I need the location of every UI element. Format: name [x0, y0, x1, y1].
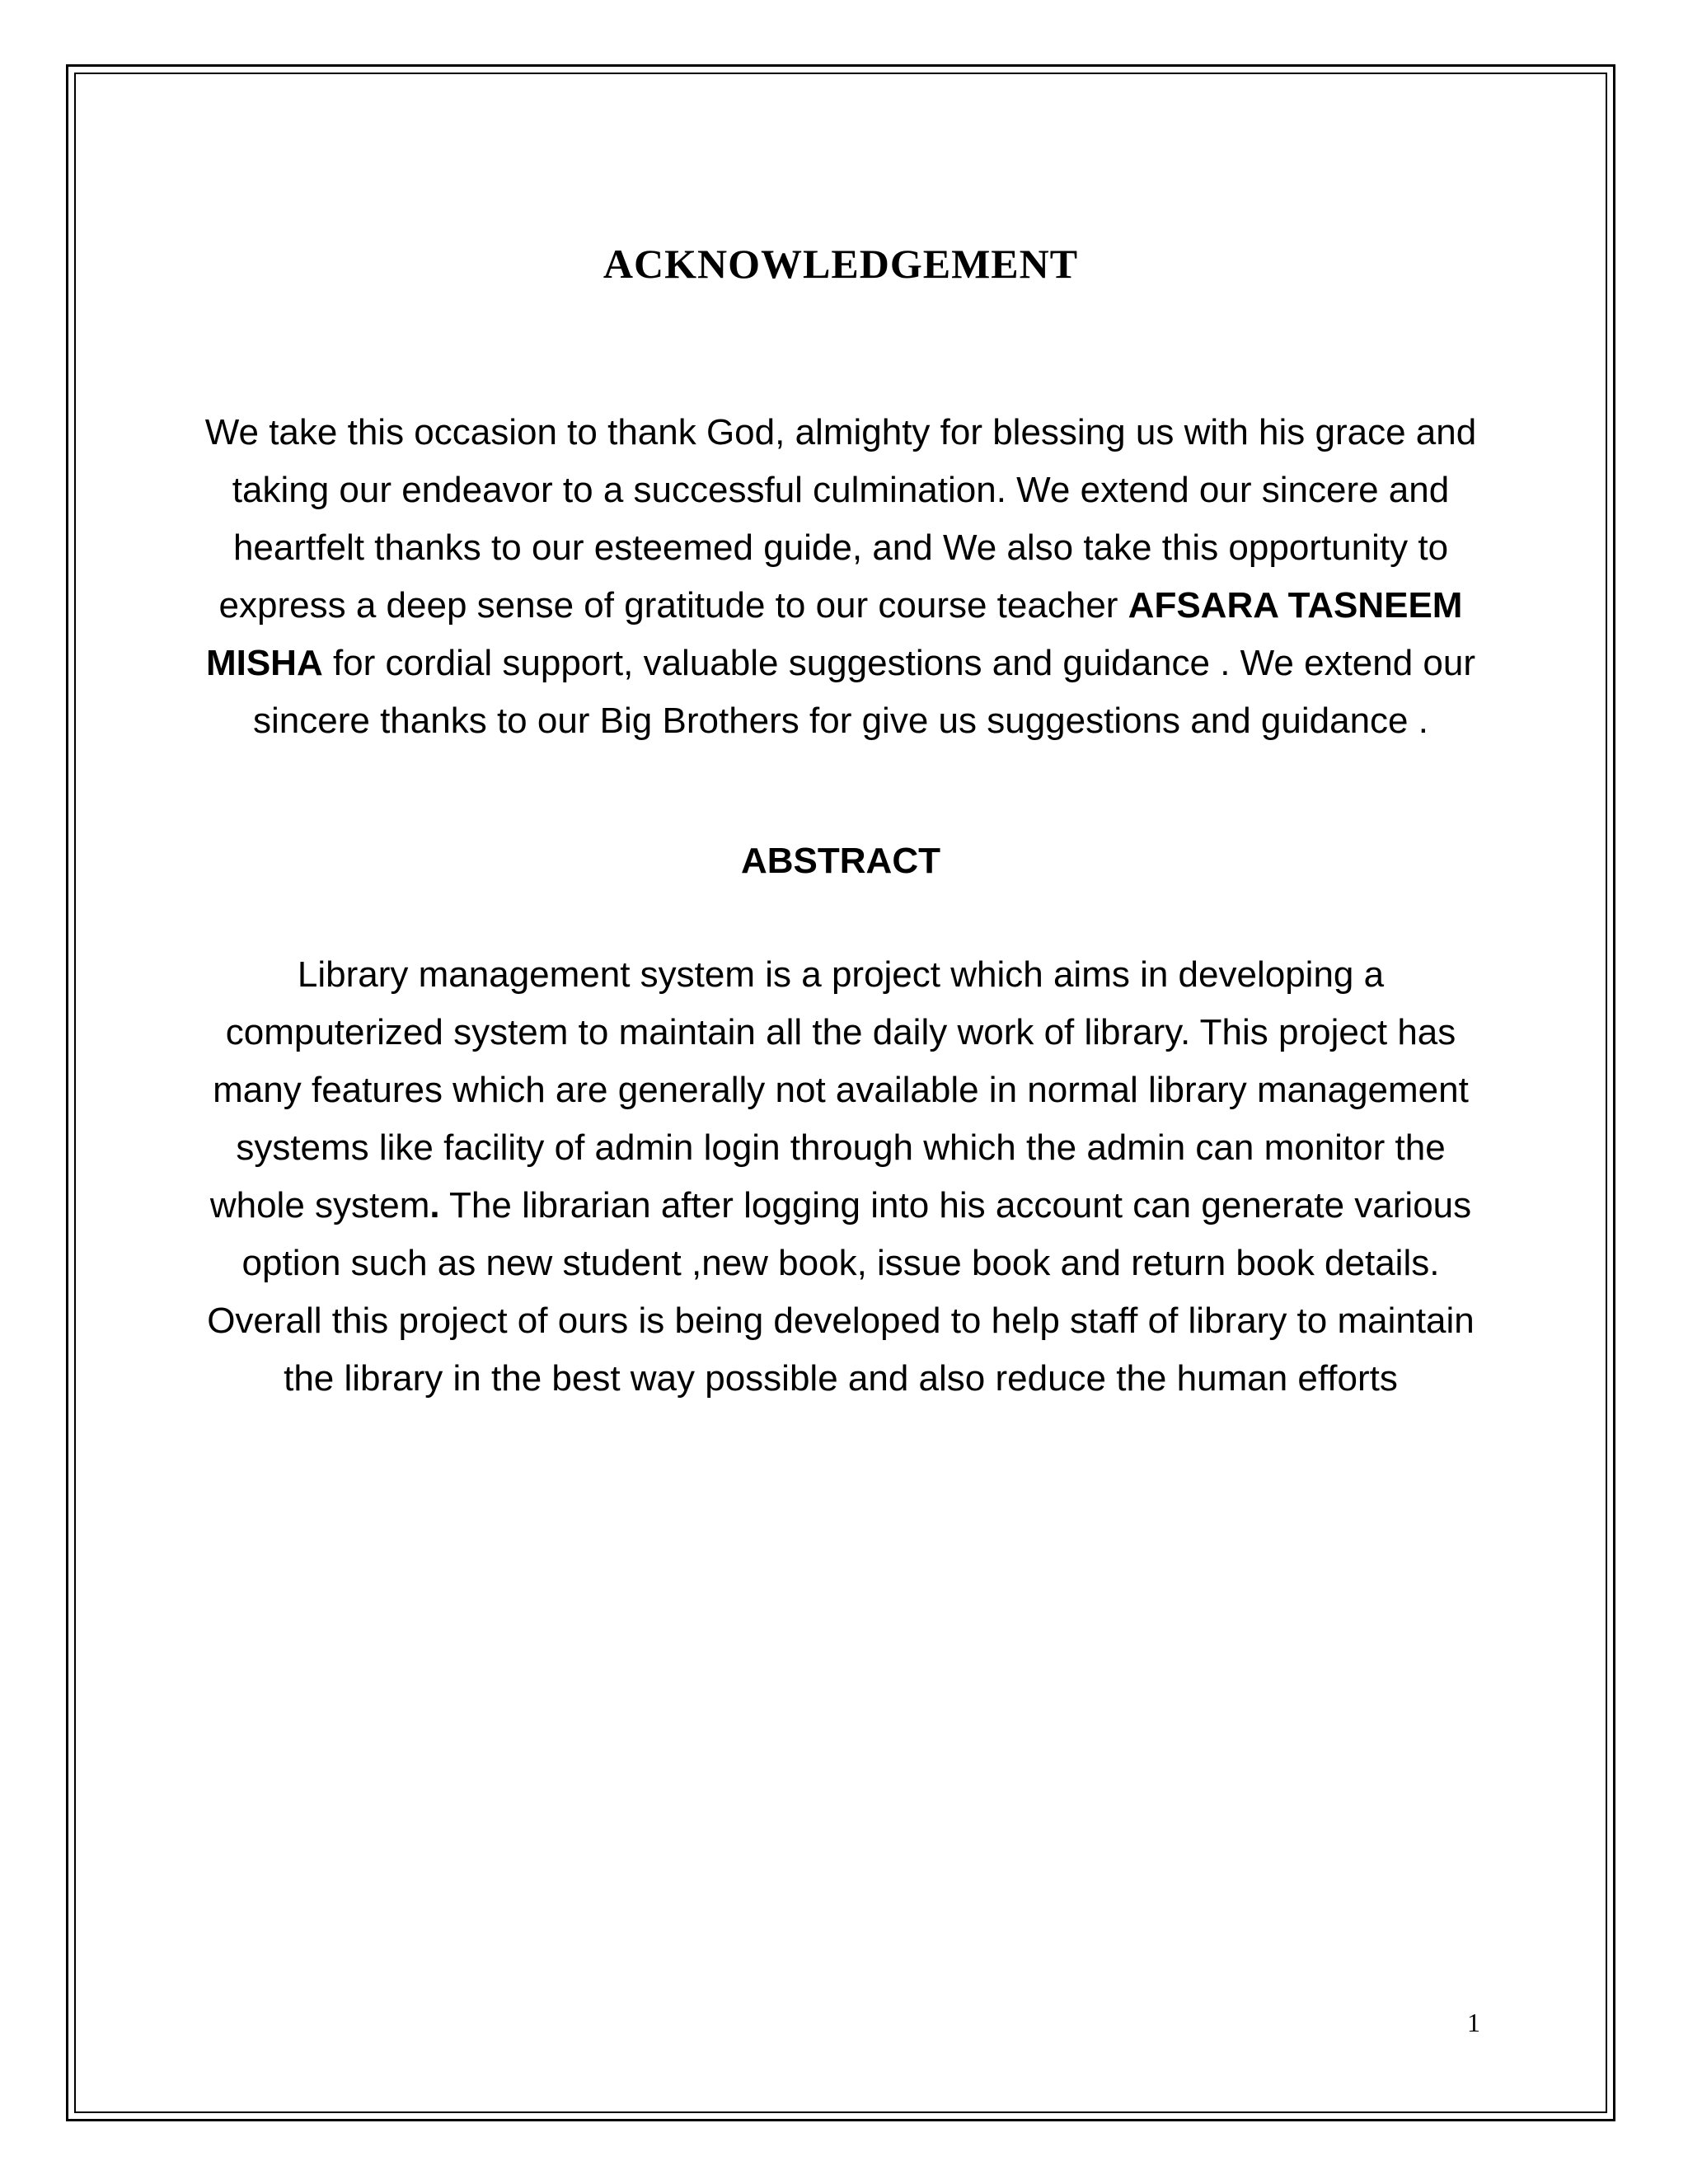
abstract-text-part-1: Library management system is a project which aims in developing a computerized system to maintain all the daily work of library. This project has many features which are generally not available in normal library management systems like facility of admin login through which the admin can monitor the whole system — [209, 954, 1469, 1226]
acknowledgement-paragraph — [190, 404, 1492, 750]
document-content — [190, 239, 1492, 1408]
abstract-title: ABSTRACT — [741, 841, 940, 881]
acknowledgement-title: ACKNOWLEDGEMENT — [603, 241, 1079, 287]
acknowledgement-text-start: We take this occasion to thank God, almighty for blessing us with his grace and taking our endeavor to a successful culmination. We extend our sincere and heartfelt thanks to our esteemed guide, and We also take this opportunity to express a deep sense of gratitude to our course teacher — [204, 412, 1477, 626]
teacher-name: AFSARA TASNEEM MISHA — [205, 585, 1463, 683]
abstract-paragraph-1 — [190, 946, 1492, 1292]
abstract-text-part-2: The librarian after logging into his account can generate various option such as new student ,new book, issue book and return book details. — [241, 1185, 1472, 1283]
abstract-paragraph-2: Overall this project of ours is being developed to help staff of library to maintain the library in the best way possible and also reduce the human efforts — [207, 1301, 1475, 1399]
page-number: 1 — [1467, 2008, 1480, 2037]
acknowledgement-text-end: for cordial support, valuable suggestions and guidance . We extend our sincere thanks to our Big Brothers for give us suggestions and guidance . — [253, 643, 1476, 741]
abstract-bold-period: . — [429, 1185, 440, 1226]
